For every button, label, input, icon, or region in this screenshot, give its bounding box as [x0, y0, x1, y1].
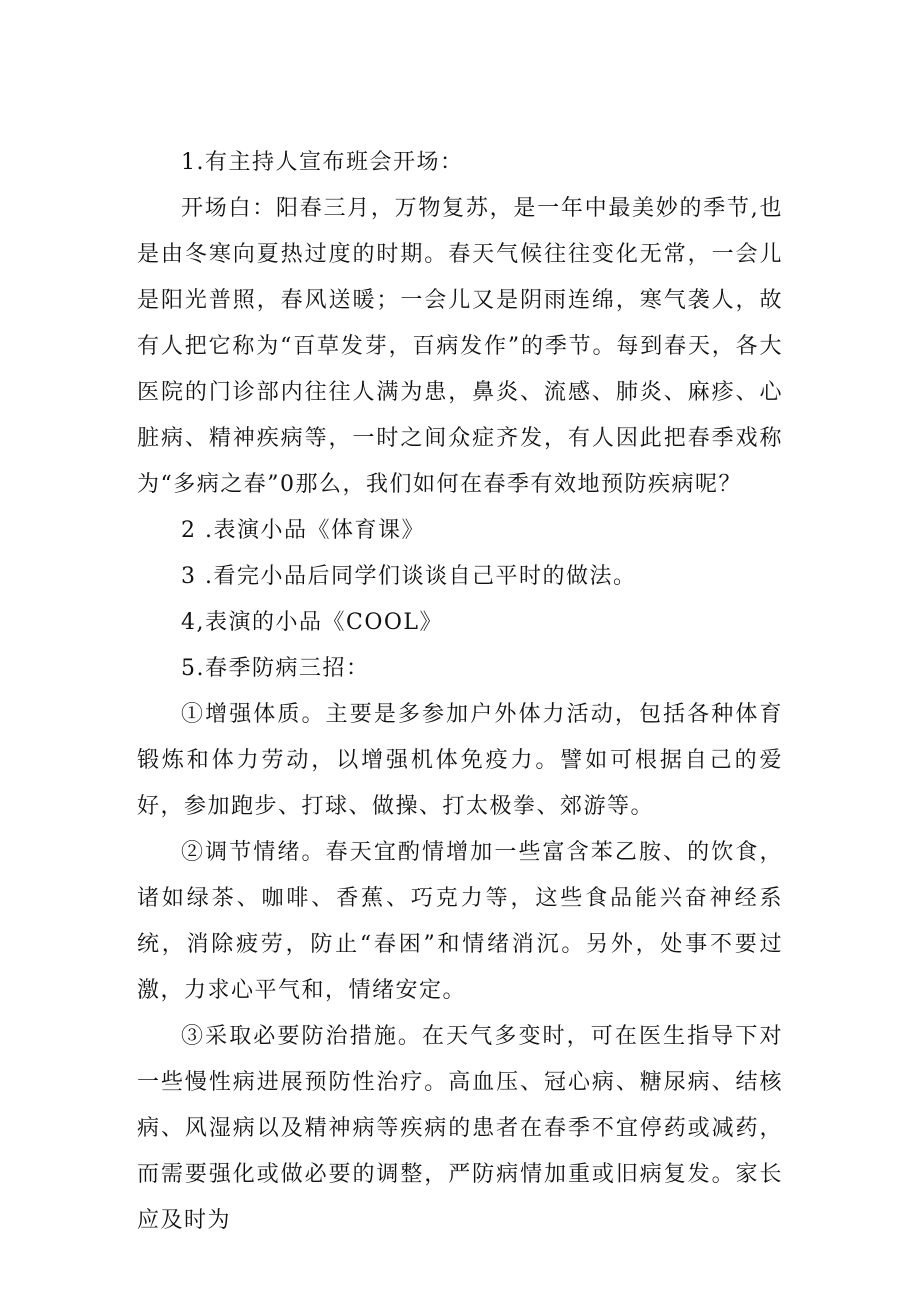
paragraph-discussion: 3 .看完小品后同学们谈谈自己平时的做法。: [181, 564, 637, 589]
paragraph-tip-mood: ②调节情绪。春天宜酌情增加一些富含苯乙胺、的饮食，诸如绿茶、咖啡、香蕉、巧克力等，这些食品能兴奋神经系统，消除疲劳，防止“春困”和情绪消沉。另外，处事不要过激，力求心平气和，情绪安定。: [137, 840, 783, 1003]
paragraph-sketch-cool: 4,表演的小品《COOL》: [181, 610, 444, 635]
paragraph-tip-prevention: ③采取必要防治措施。在天气多变时，可在医生指导下对一些慢性病进展预防性治疗。高血压、冠心病、糖尿病、结核病、风湿病以及精神病等疾病的患者在春季不宜停药或减药，而需要强化或做必要的调整，严防病情加重或旧病复发。家长应及时为: [137, 1024, 783, 1233]
paragraph-sketch-pe-class: 2 .表演小品《体育课》: [181, 518, 425, 543]
paragraph-host-opening: 1.有主持人宣布班会开场：: [181, 150, 464, 175]
paragraph-three-tips-heading: 5.春季防病三招：: [181, 656, 370, 681]
paragraph-opening-remarks: 开场白：阳春三月，万物复苏，是一年中最美妙的季节,也是由冬寒向夏热过度的时期。春天气候往往变化无常，一会儿是阳光普照，春风送暖；一会儿又是阴雨连绵，寒气袭人，故有人把它称为“百草发芽，百病发作”的季节。每到春天，各大医院的门诊部内往往人满为患，鼻炎、流感、肺炎、麻疹、心脏病、精神疾病等，一时之间众症齐发，有人因此把春季戏称为“多病之春”0那么，我们如何在春季有效地预防疾病呢？: [137, 196, 783, 497]
document-body: [137, 140, 783, 1244]
paragraph-tip-physique: ①增强体质。主要是多参加户外体力活动，包括各种体育锻炼和体力劳动，以增强机体免疫力。譬如可根据自己的爱好，参加跑步、打球、做操、打太极拳、郊游等。: [137, 702, 783, 819]
